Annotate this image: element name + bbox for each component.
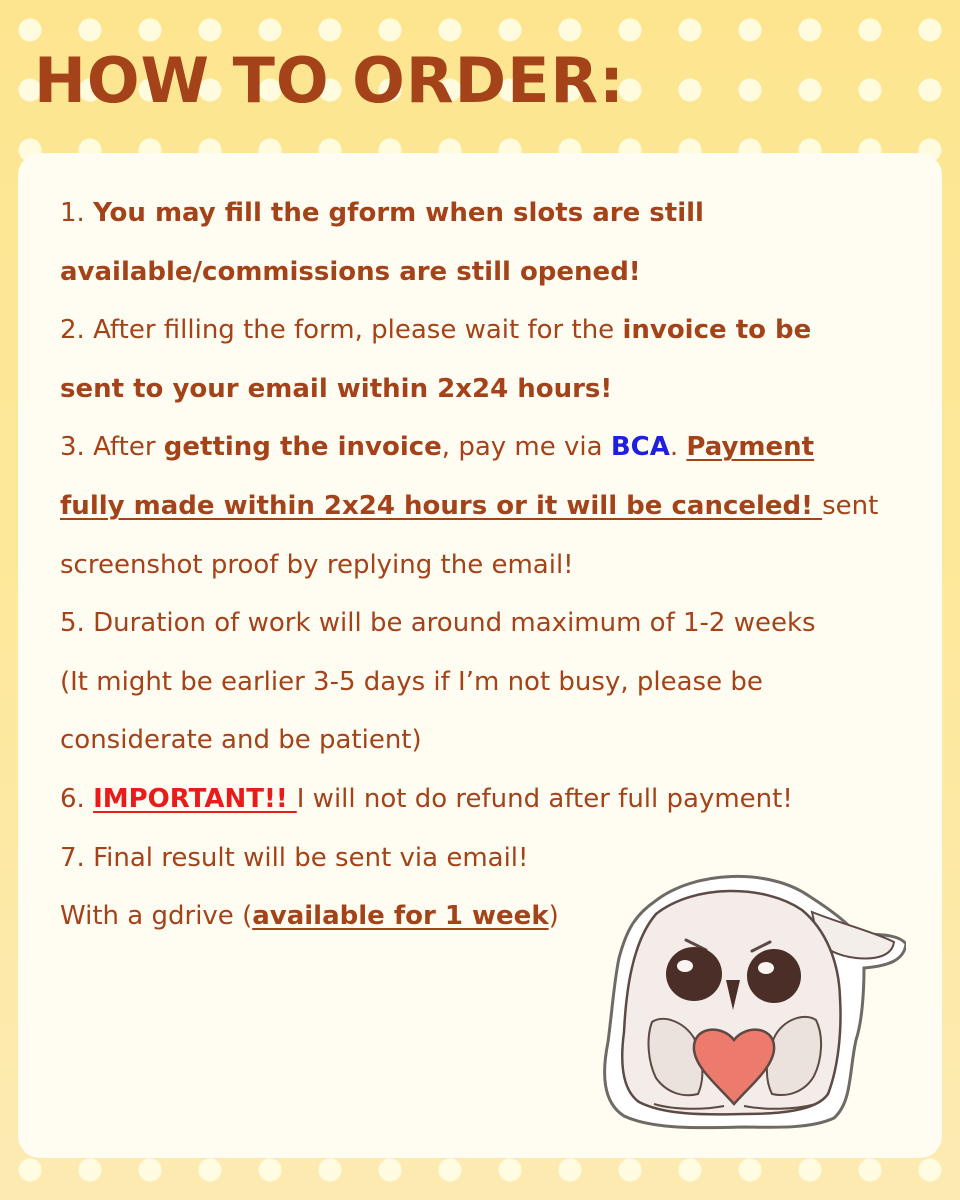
step-7-suffix: ) [548, 901, 559, 932]
step-2-prefix: 2. After filling the form, please wait for the [60, 315, 623, 346]
step-3-mid: , pay me via [441, 432, 611, 463]
step-2-line-1 [60, 301, 910, 360]
step-7-prefix: With a gdrive ( [60, 901, 253, 932]
step-3-bold: getting the invoice [163, 432, 442, 463]
gdrive-availability: available for 1 week [252, 901, 549, 932]
step-3-suffix-a: sent [822, 490, 879, 521]
step-1-line-2: available/commissions are still opened! [60, 256, 641, 287]
important-label: IMPORTANT!! [93, 783, 297, 814]
step-3-dot: . [669, 432, 687, 463]
step-1-line-1 [60, 184, 910, 243]
order-steps [60, 184, 910, 946]
step-1-bold-a: You may fill the gform when slots are still [93, 198, 704, 228]
payment-warning-a: Payment [686, 432, 815, 463]
page-title: HOW TO ORDER: [34, 44, 625, 117]
step-5-line-3: considerate and be patient) [60, 725, 422, 756]
payment-warning-b: fully made within 2x24 hours or it will be canceled! [60, 490, 823, 521]
owl-heart-icon [594, 872, 906, 1130]
step-5-line-1: 5. Duration of work will be around maximum of 1-2 weeks [60, 608, 816, 639]
step-2-bold-a: invoice to be [622, 315, 812, 346]
step-3-line-1 [60, 418, 910, 477]
step-6-line [60, 770, 910, 829]
step-1-number: 1. [60, 198, 94, 228]
step-3-line-2 [60, 477, 910, 536]
step-3-line-3: screenshot proof by replying the email! [60, 549, 574, 580]
step-2-line-2: sent to your email within 2x24 hours! [60, 373, 613, 404]
step-6-number: 6. [60, 783, 94, 814]
step-5-line-2: (It might be earlier 3-5 days if I’m not busy, please be [60, 666, 763, 697]
step-7-line-1: 7. Final result will be sent via email! [60, 842, 529, 873]
step-3-prefix: 3. After [60, 432, 164, 463]
bank-name: BCA [610, 432, 670, 463]
step-6-text: I will not do refund after full payment! [296, 783, 793, 814]
